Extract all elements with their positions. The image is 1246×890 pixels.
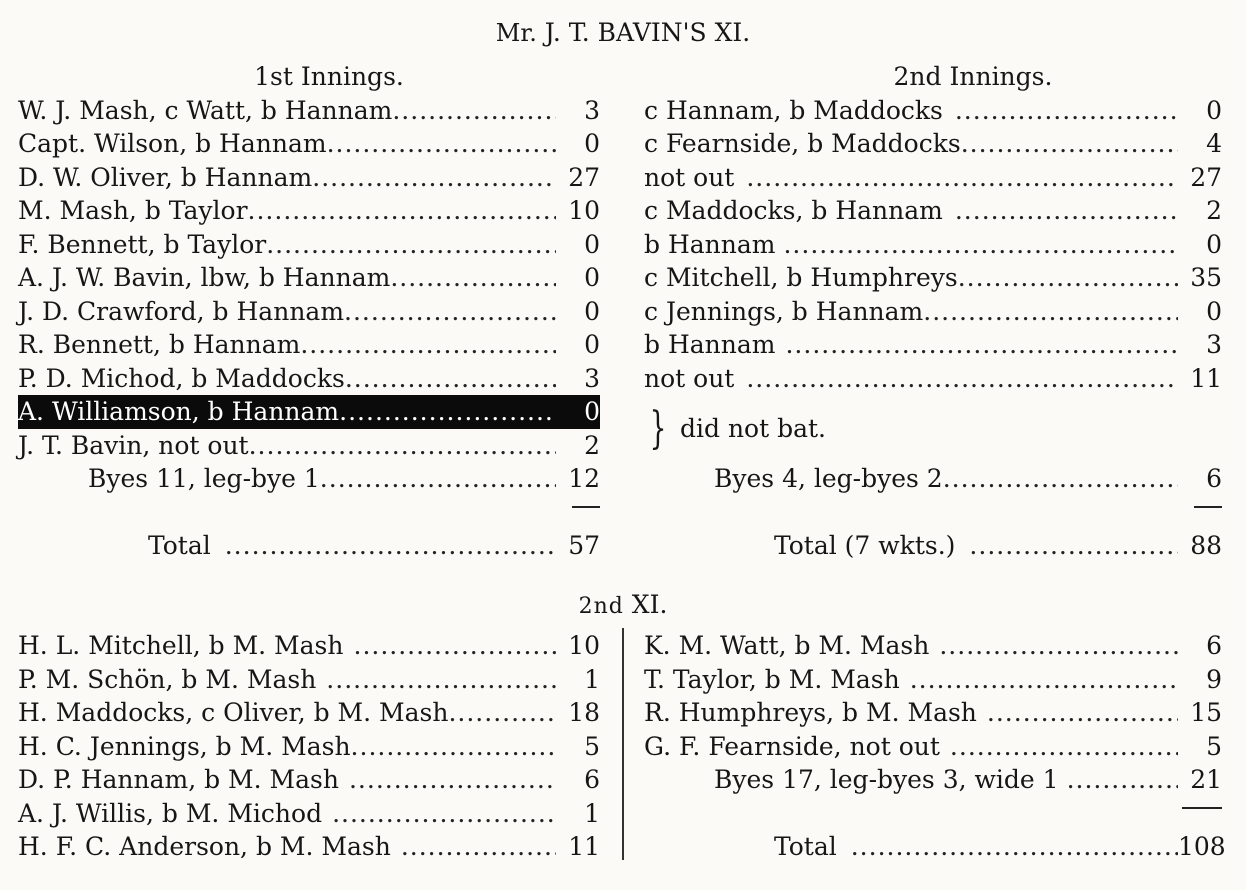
leader-dots — [326, 663, 556, 697]
leader-dots — [961, 127, 1178, 161]
dismissal-entry: c Fearnside, b Maddocks — [644, 129, 961, 158]
batting-row — [18, 228, 600, 262]
batting-row — [644, 194, 1222, 228]
leader-dots — [746, 362, 1178, 396]
runs-value: 3 — [584, 95, 600, 125]
batsman-entry: W. J. Mash, c Watt, b Hannam — [18, 95, 393, 125]
batting-row — [18, 663, 600, 697]
team-title-text: J. T. BAVIN'S XI. — [544, 18, 751, 47]
batsman-entry: A. Williamson, b Hannam — [18, 397, 340, 426]
runs-value: 11 — [1190, 363, 1222, 393]
batting-row — [644, 362, 1222, 396]
runs-value: 0 — [584, 330, 600, 359]
batting-row — [644, 127, 1222, 161]
did-not-bat-row — [644, 395, 1222, 462]
second-xi-left-column — [18, 629, 600, 864]
batsman-entry: J. D. Crawford, b Hannam — [18, 296, 345, 326]
batsman-entry: H. Maddocks, c Oliver, b M. Mash — [18, 698, 449, 727]
rule-line — [1182, 807, 1222, 809]
batting-row — [644, 295, 1222, 329]
batting-row — [18, 328, 600, 362]
total-rule — [644, 797, 1222, 831]
runs-value: 3 — [584, 363, 600, 393]
batsman-entry: H. F. C. Anderson, b M. Mash — [18, 832, 391, 861]
second-innings-column — [644, 60, 1222, 563]
leader-dots — [783, 228, 1178, 262]
batsman-entry: K. M. Watt, b M. Mash — [644, 631, 930, 660]
batting-row — [644, 161, 1222, 195]
batting-row — [18, 261, 600, 295]
leader-dots — [312, 161, 556, 195]
batsman-entry: G. F. Fearnside, not out — [644, 731, 940, 761]
extras-label: Byes 17, leg-byes 3, wide 1 — [714, 765, 1059, 794]
batsman-entry: F. Bennett, b Taylor — [18, 229, 267, 259]
leader-dots — [300, 328, 556, 362]
leader-dots — [351, 730, 556, 764]
batting-row — [18, 797, 600, 831]
leader-dots — [923, 295, 1178, 329]
batsman-entry: T. Taylor, b M. Mash — [644, 664, 900, 694]
runs-value: 5 — [584, 731, 600, 761]
dismissal-entry: c Mitchell, b Humphreys — [644, 263, 958, 292]
batsman-entry: R. Bennett, b Hannam — [18, 330, 301, 359]
dismissal-entry: c Jennings, b Hannam — [644, 296, 924, 326]
batsman-entry: P. D. Michod, b Maddocks — [18, 363, 345, 393]
first-innings-header: 1st Innings. — [254, 62, 404, 91]
runs-value: 6 — [1206, 631, 1222, 660]
batting-row — [18, 629, 600, 663]
second-xi-title — [0, 590, 1246, 622]
rule-line — [1194, 506, 1222, 508]
runs-value: 0 — [584, 263, 600, 292]
batting-row — [18, 127, 600, 161]
batsman-entry: H. C. Jennings, b M. Mash — [18, 731, 351, 761]
batting-row — [18, 161, 600, 195]
dismissal-entry: b Hannam — [644, 229, 776, 259]
batsman-entry: Capt. Wilson, b Hannam — [18, 129, 327, 158]
leader-dots — [327, 127, 556, 161]
batting-row — [644, 629, 1222, 663]
second-xi-title-text: XI. — [631, 590, 668, 619]
batsman-entry: A. J. Willis, b M. Michod — [18, 798, 323, 828]
leader-dots — [344, 295, 556, 329]
batsman-entry: A. J. W. Bavin, lbw, b Hannam — [18, 263, 391, 292]
batting-row — [644, 228, 1222, 262]
leader-dots — [349, 763, 556, 797]
extras-value: 6 — [1206, 464, 1222, 493]
leader-dots — [958, 261, 1178, 295]
leader-dots — [910, 663, 1178, 697]
batting-row — [18, 730, 600, 764]
batting-row — [18, 362, 600, 396]
runs-value: 18 — [568, 698, 600, 727]
runs-value: 15 — [1190, 698, 1222, 727]
total-label: Total (7 wkts.) — [774, 531, 956, 560]
batting-row — [644, 94, 1222, 128]
batting-row — [644, 261, 1222, 295]
leader-dots — [785, 328, 1178, 362]
extras-value: 12 — [568, 464, 600, 493]
runs-value: 10 — [568, 631, 600, 660]
batsman-entry: R. Humphreys, b M. Mash — [644, 698, 977, 727]
dismissal-entry: b Hannam — [644, 330, 776, 359]
leader-dots — [851, 830, 1178, 864]
extras-value: 21 — [1190, 765, 1222, 794]
leader-dots — [1067, 763, 1178, 797]
runs-value: 2 — [1206, 196, 1222, 225]
batsman-entry: D. P. Hannam, b M. Mash — [18, 765, 339, 794]
leader-dots — [390, 261, 556, 295]
batting-row — [644, 730, 1222, 764]
did-not-bat-label: did not bat. — [680, 413, 826, 443]
batting-row — [644, 328, 1222, 362]
leader-dots — [392, 94, 556, 128]
runs-value: 0 — [584, 296, 600, 326]
runs-value: 27 — [568, 162, 600, 192]
team-title — [0, 18, 1246, 48]
dismissal-entry: c Maddocks, b Hannam — [644, 196, 943, 225]
total-row — [644, 529, 1222, 563]
dismissal-entry: not out — [644, 363, 735, 393]
column-divider — [622, 628, 624, 860]
leader-dots — [955, 194, 1178, 228]
first-innings-column — [18, 60, 600, 563]
extras-row — [644, 462, 1222, 496]
batsman-entry: M. Mash, b Taylor — [18, 196, 248, 225]
runs-value: 9 — [1206, 664, 1222, 694]
batting-row — [18, 194, 600, 228]
second-xi-title-prefix: 2nd — [578, 594, 624, 619]
leader-dots — [950, 730, 1178, 764]
runs-value: 1 — [584, 664, 600, 694]
highlighted-batting-row — [18, 395, 600, 429]
batting-row — [18, 94, 600, 128]
leader-dots — [943, 462, 1178, 496]
runs-value: 10 — [568, 196, 600, 225]
batting-row — [644, 663, 1222, 697]
batting-row — [18, 295, 600, 329]
batting-row — [644, 696, 1222, 730]
runs-value: 0 — [1206, 229, 1222, 259]
runs-value: 0 — [1206, 296, 1222, 326]
runs-value: 35 — [1190, 263, 1222, 292]
total-rule — [644, 496, 1222, 530]
runs-value: 5 — [1206, 731, 1222, 761]
leader-dots — [266, 228, 556, 262]
leader-dots — [401, 830, 556, 864]
leader-dots — [248, 194, 556, 228]
dismissal-entry: not out — [644, 162, 735, 192]
total-row — [18, 529, 600, 563]
second-xi-right-column — [644, 629, 1226, 864]
runs-value: 3 — [1206, 330, 1222, 359]
dismissal-entry: c Hannam, b Maddocks — [644, 95, 943, 125]
batsman-entry: D. W. Oliver, b Hannam — [18, 162, 313, 192]
total-rule — [18, 496, 600, 530]
extras-row — [644, 763, 1222, 797]
leader-dots — [320, 462, 556, 496]
leader-dots — [448, 696, 556, 730]
total-label: Total — [148, 531, 211, 560]
runs-value: 11 — [568, 832, 600, 861]
batsman-entry: P. M. Schön, b M. Mash — [18, 664, 317, 694]
team-title-prefix: Mr. — [495, 19, 537, 47]
leader-dots — [955, 94, 1178, 128]
extras-row — [18, 462, 600, 496]
batsman-entry: H. L. Mitchell, b M. Mash — [18, 631, 344, 660]
leader-dots — [987, 696, 1178, 730]
runs-value: 0 — [584, 229, 600, 259]
runs-value: 2 — [584, 430, 600, 460]
batting-row — [18, 763, 600, 797]
leader-dots — [339, 395, 556, 429]
total-value: 57 — [568, 531, 600, 560]
batting-row — [18, 696, 600, 730]
total-value: 108 — [1178, 832, 1226, 861]
batting-row — [18, 830, 600, 864]
total-row — [644, 830, 1226, 864]
total-label: Total — [774, 832, 837, 861]
extras-label: Byes 11, leg-bye 1 — [88, 464, 320, 493]
runs-value: 0 — [1206, 95, 1222, 125]
runs-value: 27 — [1190, 162, 1222, 192]
leader-dots — [969, 529, 1178, 563]
batsman-entry: J. T. Bavin, not out — [18, 430, 249, 460]
rule-line — [572, 506, 600, 508]
leader-dots — [746, 161, 1178, 195]
leader-dots — [939, 629, 1178, 663]
second-innings-header: 2nd Innings. — [893, 62, 1053, 91]
leader-dots — [354, 629, 557, 663]
runs-value: 0 — [584, 397, 600, 426]
total-value: 88 — [1190, 531, 1222, 560]
runs-value: 1 — [584, 798, 600, 828]
batting-row — [18, 429, 600, 463]
runs-value: 6 — [584, 765, 600, 794]
leader-dots — [249, 429, 556, 463]
runs-value: 4 — [1206, 129, 1222, 158]
leader-dots — [332, 797, 556, 831]
extras-label: Byes 4, leg-byes 2 — [714, 464, 943, 493]
runs-value: 0 — [584, 129, 600, 158]
leader-dots — [345, 362, 556, 396]
brace-glyph: } — [649, 402, 667, 454]
leader-dots — [225, 529, 556, 563]
